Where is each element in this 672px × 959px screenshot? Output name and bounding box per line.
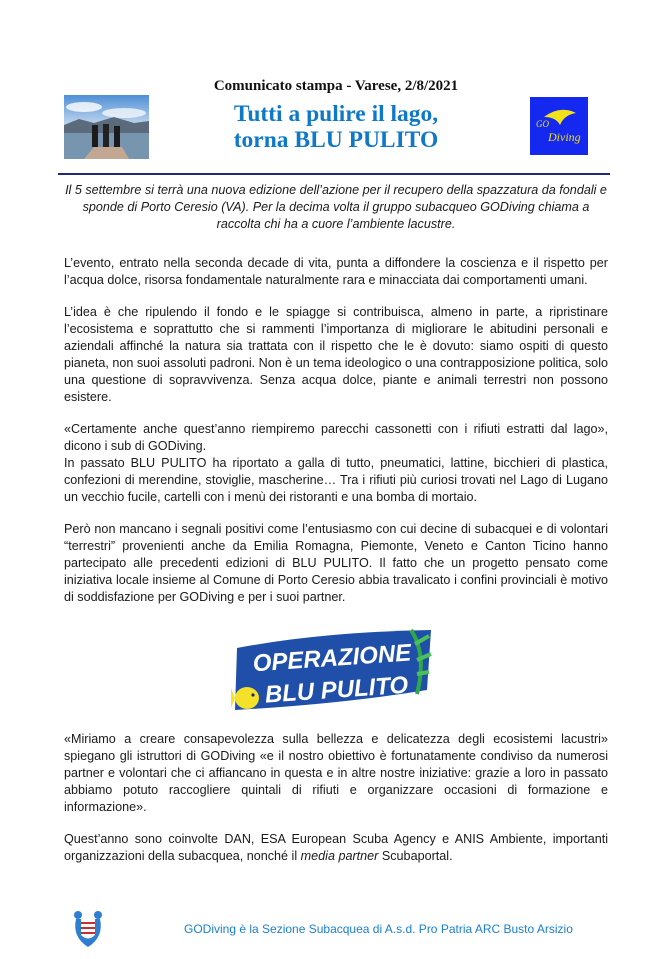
media-partner-label: media partner [300,849,379,863]
article-body [64,0,608,959]
past-findings-text: In passato BLU PULITO ha riportato a galla di tutto, pneumatici, lattine, bicchieri di plastica, confezioni di merendine, stoviglie, mascherine… Tra i rifiuti più curiosi trovati nel Lago di Lugano un vecchio fucile, cartelli con i menù dei ristoranti e una bomba di mortaio. [64,456,608,504]
partners-text: Quest’anno sono coinvolte DAN, ESA European Scuba Agency e ANIS Ambiente, importanti organizzazioni della subacquea, nonché il [64,832,608,863]
logo-line-1: OPERAZIONE [251,639,413,678]
press-release-kicker: Comunicato stampa - Varese, 2/8/2021 [213,78,459,94]
quote-text: «Certamente anche quest’anno riempiremo parecchi cassonetti con i rifiuti estratti dal lago», dicono i sub di GODiving. [64,422,608,453]
footer-note: GODiving è la Sezione Subacquea di A.s.d. Pro Patria ARC Busto Arsizio [184,922,573,936]
paragraph-5: «Miriamo a creare consapevolezza sulla bellezza e delicatezza degli ecosistemi lacustri» spiegano gli istruttori di GODiving «e il nostro obiettivo è fortunatamente condiviso da numerosi partner e volontari che ci affiancano in questa e in altre nostre iniziative: grazie a loro in passato abbiamo potuto raccogliere quintali di rifiuti e organizzare occasioni di formazione e informazione». [64,732,608,814]
title-line-2: torna BLU PULITO [233,127,439,153]
logo-line-2: BLU PULITO [263,671,410,709]
operazione-blu-pulito-logo [231,624,441,716]
paragraph-3 [64,421,608,506]
paragraph-4: Però non mancano i segnali positivi come l’entusiasmo con cui decine di subacquei e di volontari “terrestri” provenienti anche da Emilia Romagna, Piemonte, Veneto e Canton Ticino hanno partecipato alle precedenti edizioni di BLU PULITO. Il fatto che un progetto pensato come iniziativa locale insieme al Comune di Porto Ceresio abbia travalicato i confini provinciali è motivo di soddisfazione per GODiving e per i suoi partner. [64,522,608,604]
scubaportal-text: Scubaportal. [378,849,453,863]
paragraph-6 [64,831,608,865]
svg-text:Diving: Diving [548,130,581,144]
pro-patria-crest-icon [70,907,106,951]
footer [0,899,672,959]
paragraph-2: L’idea è che ripulendo il fondo e le spiagge si contribuisca, almeno in parte, a ripristinare l’ecosistema e soprattutto che si rammenti l’importanza di migliorare le abitudini personali e aziendali affinché la natura sia trattata con il rispetto che le è dovuto: siamo ospiti di questo pianeta, non suoi assoluti padroni. Non è un tema ideologico o una contrapposizione politica, solo una questione di sopravvivenza. Senza acqua dolce, piante e animali terrestri non possono esistere. [64,305,608,404]
paragraph-1: L’evento, entrato nella seconda decade di vita, punta a diffondere la coscienza e il rispetto per l’acqua dolce, risorsa fondamentale naturalmente rara e minacciata dai comportamenti umani. [64,256,608,287]
lead-paragraph: Il 5 settembre si terrà una nuova edizione dell’azione per il recupero della spazzatura da fondali e sponde di Porto Ceresio (VA). Per la decima volta il gruppo subacqueo GODiving chiama a raccolta chi ha a cuore l’ambiente lacustre. [65,183,607,231]
title-line-1: Tutti a pulire il lago, [233,101,439,127]
svg-text:GO: GO [536,119,549,129]
